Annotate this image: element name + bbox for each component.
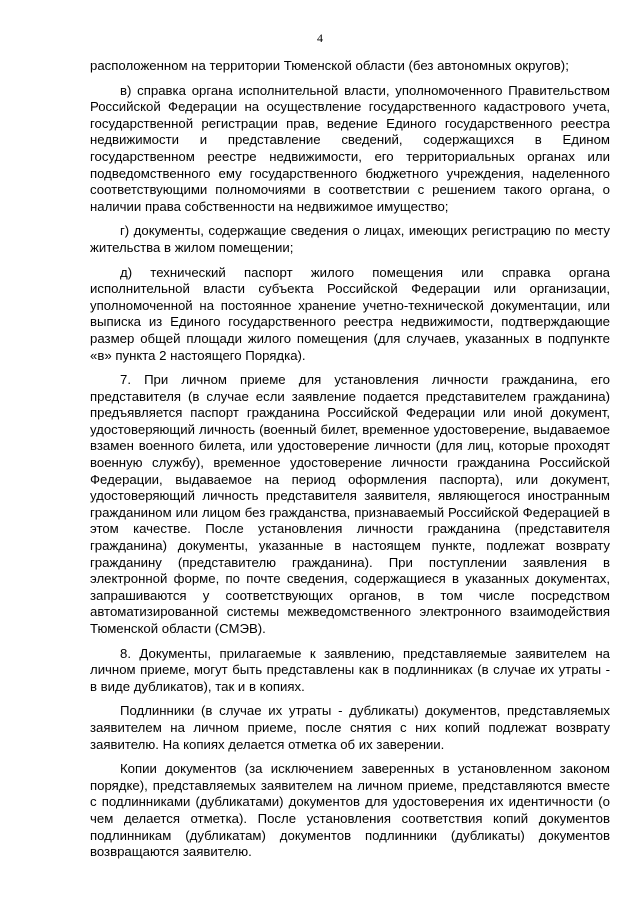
paragraph-section-8: 8. Документы, прилагаемые к заявлению, представляемые заявителем на личном приеме, могут быть представлены как в подлинниках (в случае их утраты - в виде дубликатов), так и в копиях. — [90, 645, 610, 694]
paragraph-section-7: 7. При личном приеме для установления личности гражданина, его представителя (в случае если заявление подается представителем гражданина) предъявляется паспорт гражданина Российской Федерации или иной документ, удостоверяющий личность (военный билет, временное удостоверение, выдаваемое взамен военного билета, или удостоверение личности (для лиц, которые проходят военную службу), временное удостоверение личности гражданина Российской Федерации, выдаваемое на период оформления паспорта), или документ, удостоверяющий личность представителя заявителя, являющегося иностранным гражданином или лицом без гражданства, признаваемый Российской Федерацией в этом качестве. После установления личности гражданина (представителя гражданина) документы, указанные в настоящем пункте, подлежат возврату гражданину (представителю гражданина). При поступлении заявления в электронной форме, по почте сведения, содержащиеся в указанных документах, запрашиваются у соответствующих органов, в том числе посредством автоматизированной системы межведомственного электронного взаимодействия Тюменской области (СМЭВ). — [90, 372, 610, 636]
paragraph-originals: Подлинники (в случае их утраты - дубликаты) документов, представляемых заявителем на личном приеме, после снятия с них копий подлежат возврату заявителю. На копиях делается отметка об их заверении. — [90, 703, 610, 752]
paragraph-item-v: в) справка органа исполнительной власти, уполномоченного Правительством Российской Федерации на осуществление государственного кадастрового учета, государственной регистрации прав, ведение Единого государственного реестра недвижимости и представление сведений, содержащихся в Едином государственном реестре недвижимости, его территориальных органах или подведомственного ему государственного бюджетного учреждения, наделенного соответствующими полномочиями в соответствии с решением такого органа, о наличии права собственности на недвижимое имущество; — [90, 82, 610, 214]
paragraph-item-d: д) технический паспорт жилого помещения или справка органа исполнительной власти субъекта Российской Федерации или организации, уполномоченной на постоянное хранение учетно-технической документации, или выписка из Единого государственного реестра недвижимости, подтверждающие размер общей площади жилого помещения (для случаев, указанных в подпункте «в» пункта 2 настоящего Порядка). — [90, 264, 610, 363]
paragraph-continuation: расположенном на территории Тюменской области (без автономных округов); — [90, 58, 569, 73]
paragraph-item-g: г) документы, содержащие сведения о лицах, имеющих регистрацию по месту жительства в жилом помещении; — [90, 223, 610, 255]
document-body — [90, 58, 610, 861]
page-number: 4 — [317, 31, 323, 45]
paragraph-copies: Копии документов (за исключением заверенных в установленном законом порядке), представляемых заявителем на личном приеме, представляются вместе с подлинниками (дубликатами) документов для удостоверения их идентичности (о чем делается отметка). После установления соответствия копий документов подлинникам (дубликатам) документов подлинники (дубликаты) документов возвращаются заявителю. — [90, 761, 610, 860]
